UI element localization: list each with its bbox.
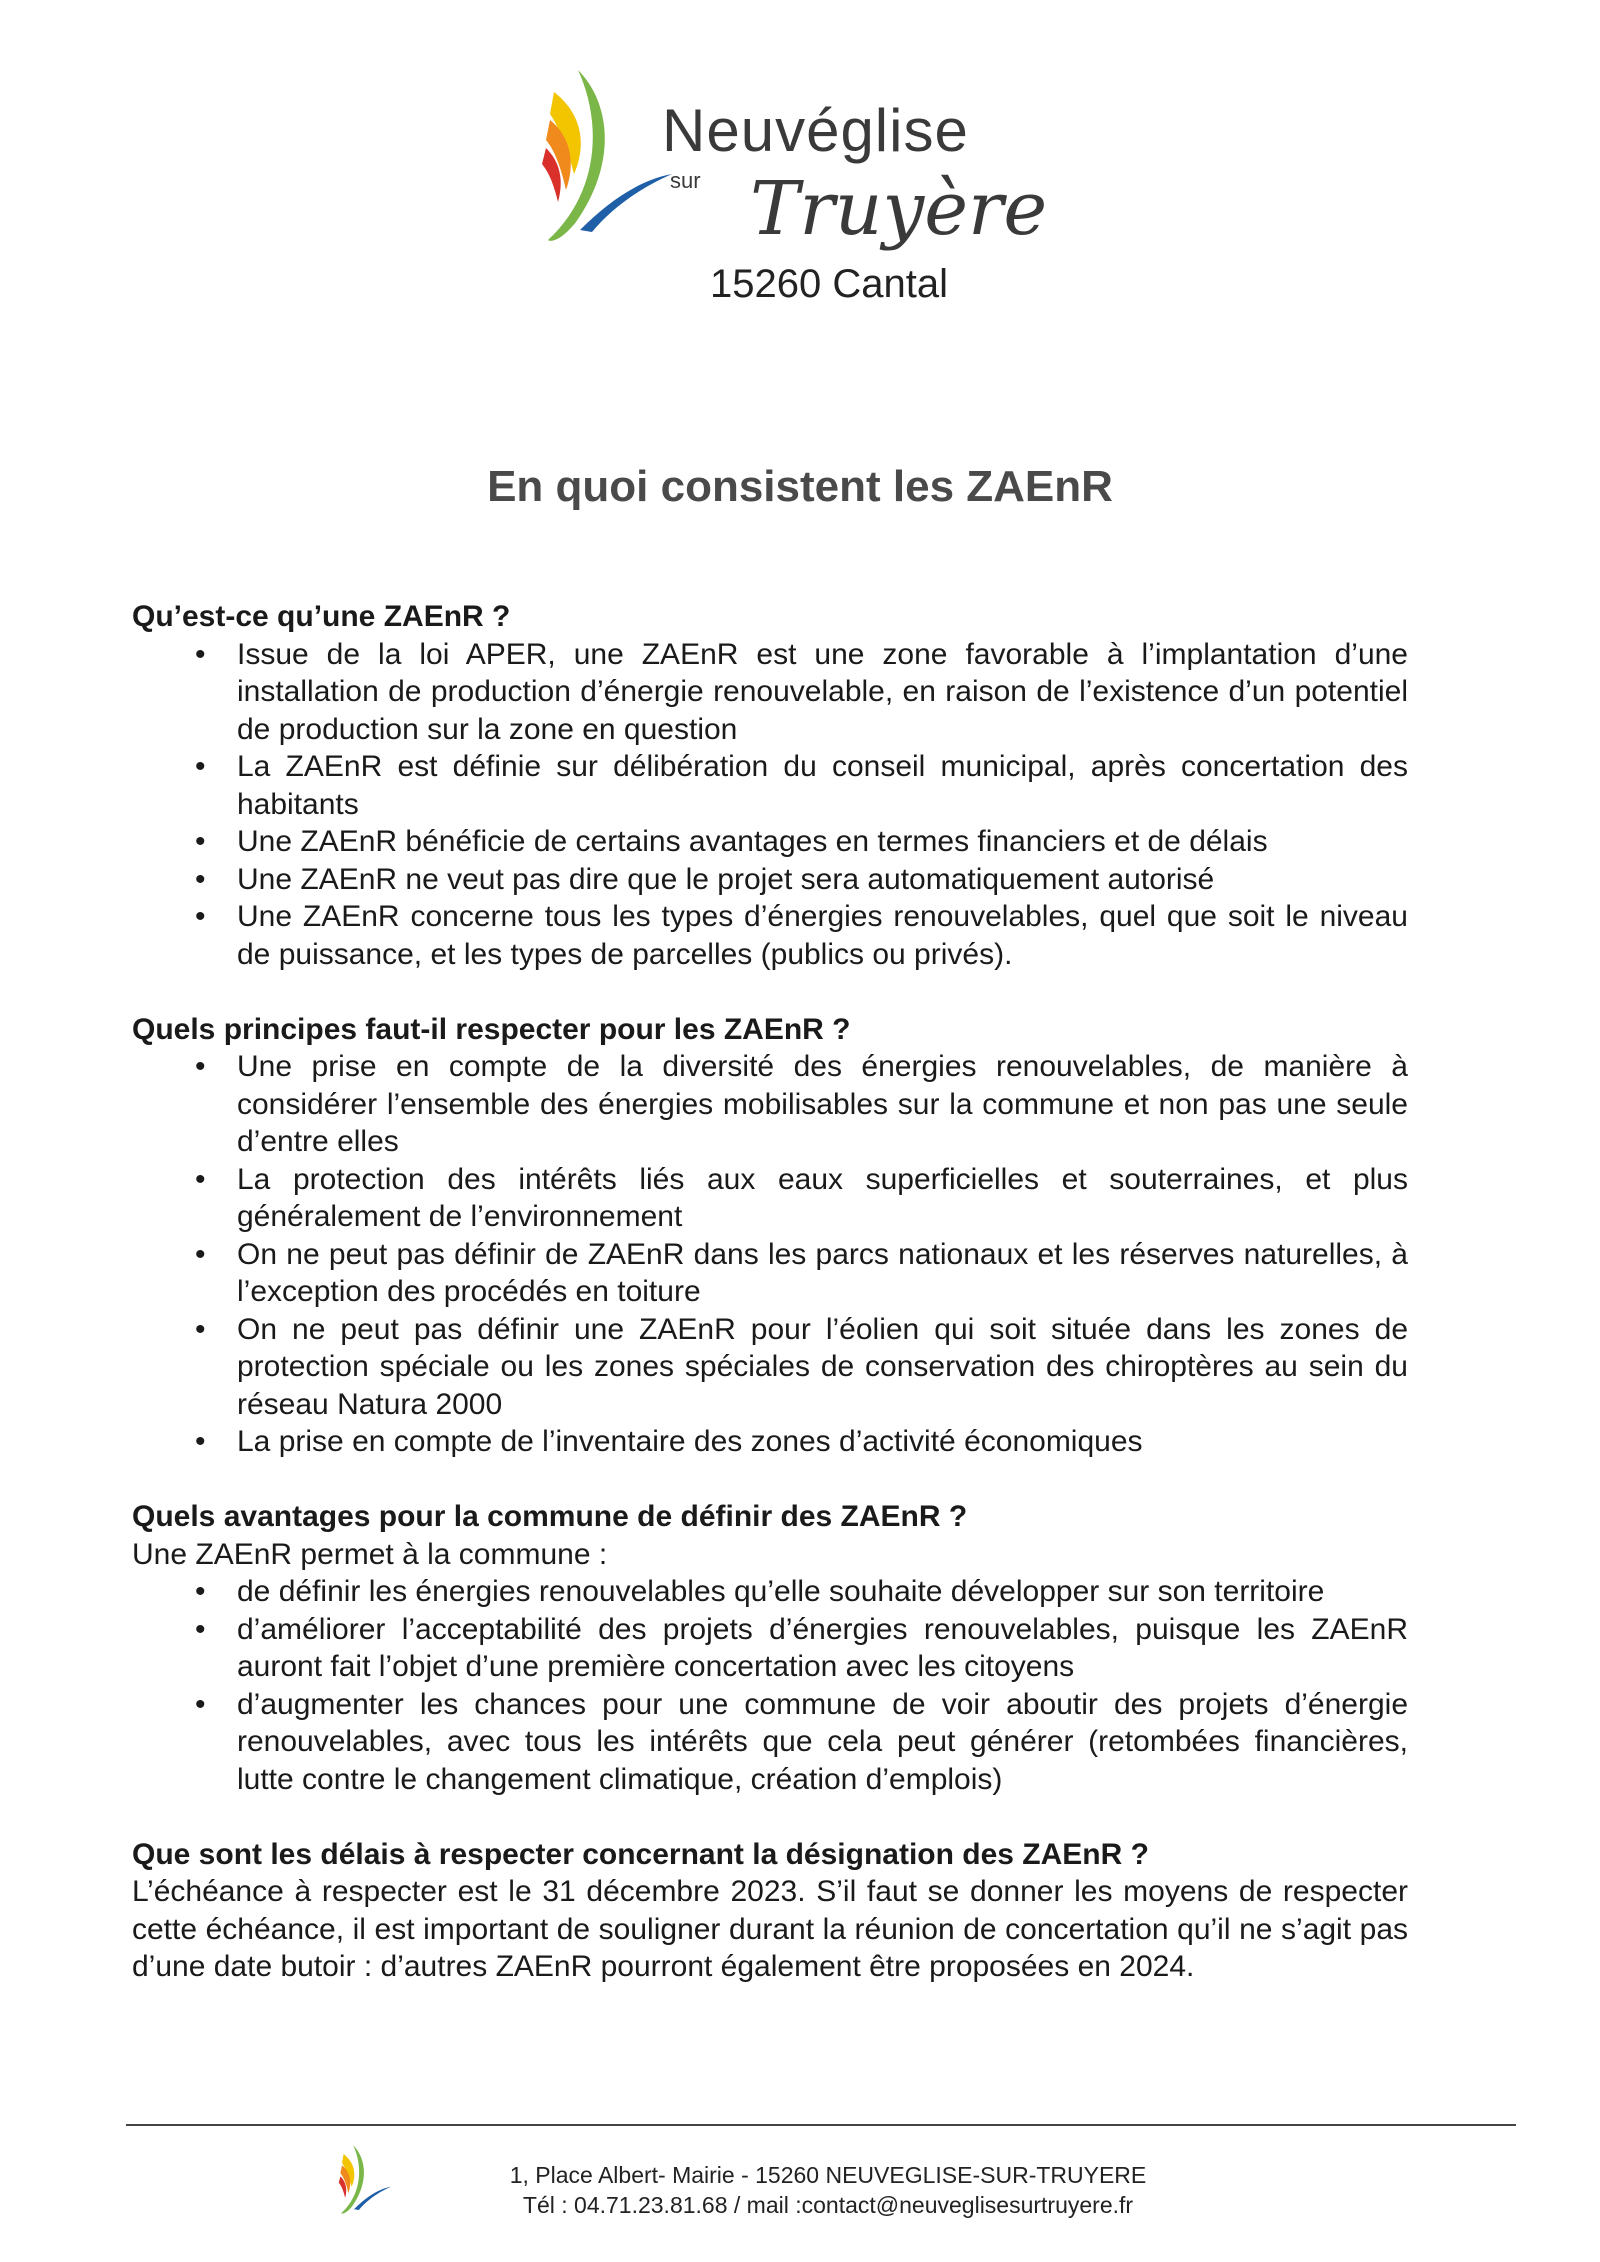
list-item: [122, 636, 1408, 749]
list-item: [122, 1311, 1408, 1424]
logo-river-name: Truyère: [750, 166, 1048, 252]
section-heading: Quels avantages pour la commune de définir des ZAEnR ?: [132, 1500, 968, 1533]
list-item: [122, 898, 1408, 973]
list-item: [122, 1573, 1408, 1611]
list-item-text: Une prise en compte de la diversité des énergies renouvelables, de manière à considérer l’ensemble des énergies mobilisables sur la commune et non pas une seule d’entre elles: [237, 1050, 1408, 1158]
document-body: [132, 598, 1408, 2023]
footer-contact: [488, 2160, 1168, 2220]
section-advantages: [132, 1498, 1408, 1798]
municipality-logo: [540, 62, 1048, 312]
bullet-icon: •: [195, 1237, 206, 1271]
list-item-text: de définir les énergies renouvelables qu’elle souhaite développer sur son territoire: [237, 1575, 1325, 1608]
list-item-text: La ZAEnR est définie sur délibération du conseil municipal, après concertation des habitants: [237, 750, 1408, 821]
bullet-icon: •: [195, 1425, 206, 1458]
list-item-text: On ne peut pas définir une ZAEnR pour l’éolien qui soit située dans les zones de protection spéciale ou les zones spéciales de conservation des chiroptères au sein du réseau Natura 2000: [237, 1312, 1408, 1421]
logo-postal-place: 15260 Cantal: [710, 262, 948, 306]
list-item: [122, 1686, 1408, 1799]
document-title: En quoi consistent les ZAEnR: [487, 462, 1113, 511]
list-item-text: Une ZAEnR concerne tous les types d’énergies renouvelables, quel que soit le niveau de puissance, et les types de parcelles (publics ou privés).: [237, 900, 1408, 971]
logo-sur-label: sur: [670, 168, 701, 193]
section-principles: [132, 1011, 1408, 1461]
bullet-icon: •: [195, 1312, 206, 1346]
list-item-text: La prise en compte de l’inventaire des zones d’activité économiques: [237, 1425, 1143, 1458]
bullet-icon: •: [195, 1162, 206, 1196]
list-item-text: d’augmenter les chances pour une commune de voir aboutir des projets d’énergie renouvelables, avec tous les intérêts que cela peut générer (retombées financières, lutte contre le changement climatique, création d’emplois): [237, 1687, 1408, 1796]
footer-logo-icon: [336, 2142, 396, 2222]
list-item: [122, 861, 1408, 899]
bullet-icon: •: [195, 1050, 206, 1083]
list-item: [122, 1611, 1408, 1686]
list-item: [122, 1048, 1408, 1161]
footer-divider: [126, 2124, 1516, 2126]
bullet-icon: •: [195, 750, 206, 783]
bullet-list: [132, 636, 1408, 974]
list-item-text: On ne peut pas définir de ZAEnR dans les parcs nationaux et les réserves naturelles, à l’exception des procédés en toiture: [237, 1237, 1408, 1308]
section-intro: Une ZAEnR permet à la commune :: [132, 1537, 608, 1571]
section-deadlines: [132, 1836, 1408, 1986]
bullet-list: [132, 1048, 1408, 1461]
section-heading: Quels principes faut-il respecter pour les ZAEnR ?: [132, 1012, 851, 1046]
section-paragraph: L’échéance à respecter est le 31 décembre 2023. S’il faut se donner les moyens de respecter cette échéance, il est important de souligner durant la réunion de concertation qu’il ne s’agit pas d’une date butoir : d’autres ZAEnR pourront également être proposées en 2024.: [132, 1875, 1408, 1983]
list-item-text: Une ZAEnR bénéficie de certains avantages en termes financiers et de délais: [237, 825, 1268, 858]
list-item: [122, 1236, 1408, 1311]
section-heading: Que sont les délais à respecter concernant la désignation des ZAEnR ?: [132, 1837, 1149, 1871]
bullet-icon: •: [195, 900, 206, 933]
list-item: [122, 1423, 1408, 1461]
list-item: [122, 1161, 1408, 1236]
list-item: [122, 823, 1408, 861]
section-heading: Qu’est-ce qu’une ZAEnR ?: [132, 600, 511, 633]
bullet-icon: •: [195, 825, 206, 858]
bullet-icon: •: [195, 1687, 206, 1721]
footer-address: 1, Place Albert- Mairie - 15260 NEUVEGLISE-SUR-TRUYERE: [509, 2162, 1147, 2188]
list-item-text: d’améliorer l’acceptabilité des projets d’énergies renouvelables, puisque les ZAEnR auront fait l’objet d’une première concertation avec les citoyens: [237, 1612, 1408, 1683]
list-item: [122, 748, 1408, 823]
list-item-text: Issue de la loi APER, une ZAEnR est une zone favorable à l’implantation d’une installation de production d’énergie renouvelable, en raison de l’existence d’un potentiel de production sur la zone en question: [237, 637, 1408, 746]
bullet-icon: •: [195, 1612, 206, 1646]
bullet-list: [132, 1573, 1408, 1798]
bullet-icon: •: [195, 862, 206, 896]
footer-phone-email: Tél : 04.71.23.81.68 / mail :contact@neuveglisesurtruyere.fr: [522, 2192, 1134, 2218]
list-item-text: Une ZAEnR ne veut pas dire que le projet sera automatiquement autorisé: [237, 862, 1215, 896]
section-what-is-zaenr: [132, 598, 1408, 973]
list-item-text: La protection des intérêts liés aux eaux superficielles et souterraines, et plus généralement de l’environnement: [237, 1162, 1408, 1233]
bullet-icon: •: [195, 1575, 206, 1608]
logo-emblem-icon: [540, 62, 680, 262]
logo-town-name: Neuvéglise: [662, 97, 969, 164]
bullet-icon: •: [195, 637, 206, 671]
